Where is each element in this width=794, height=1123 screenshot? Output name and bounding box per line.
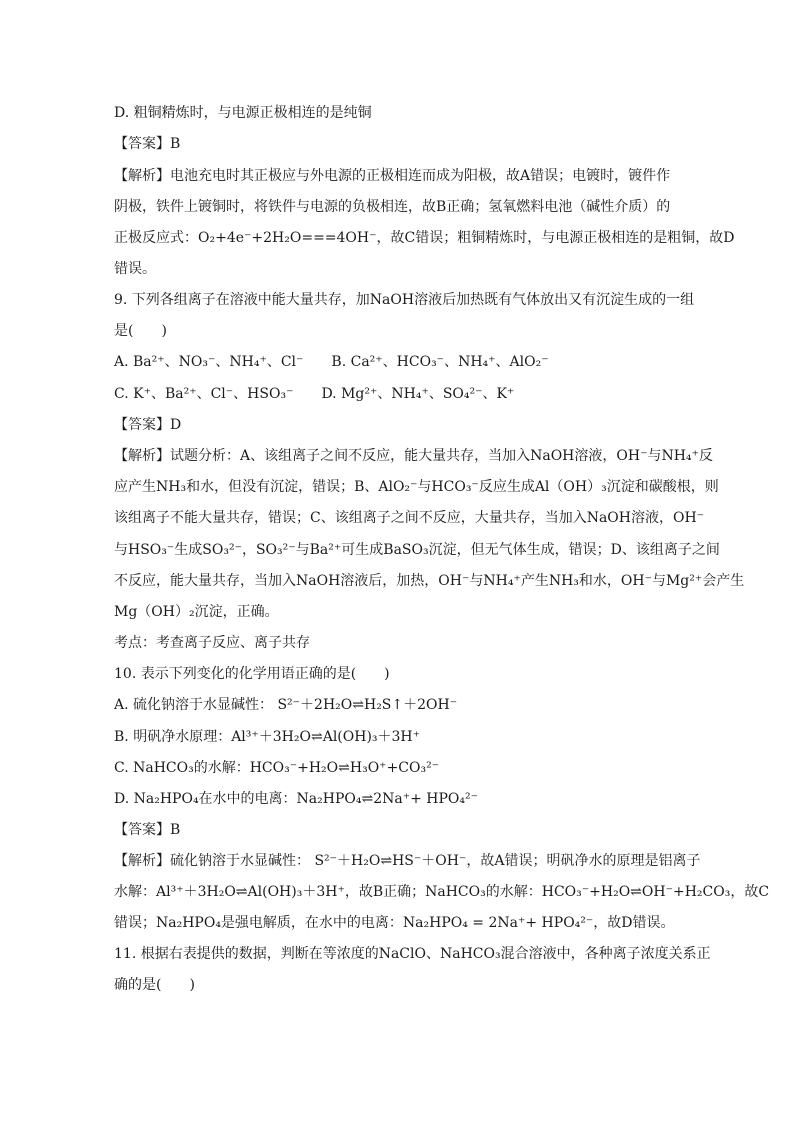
analysis-q9-line1: 【解析】试题分析：A、该组离子之间不反应，能大量共存，当加入NaOH溶液，OH⁻与NH₄⁺反 (114, 448, 713, 464)
answer-q10: 【答案】B (114, 822, 181, 838)
question-9-line2: 是( ) (114, 323, 167, 339)
options-q9-cd: C. K⁺、Ba²⁺、Cl⁻、HSO₃⁻ D. Mg²⁺、NH₄⁺、SO₄²⁻、K⁺ (114, 386, 515, 402)
answer-q9: 【答案】D (114, 417, 182, 433)
analysis-q8-line2: 阴极，铁件上镀铜时，将铁件与电源的负极相连，故B正确；氢氧燃料电池（碱性介质）的 (114, 199, 671, 215)
analysis-q9-line4: 与HSO₃⁻生成SO₃²⁻，SO₃²⁻与Ba²⁺可生成BaSO₃沉淀，但无气体生成，错误；D、该组离子之间 (114, 542, 720, 558)
analysis-q10-line2: 水解：Al³⁺＋3H₂O⇌Al(OH)₃＋3H⁺，故B正确；NaHCO₃的水解：HCO₃⁻+H₂O⇌OH⁻+H₂CO₃，故C (114, 884, 770, 900)
option-d-q10: D. Na₂HPO₄在水中的电离：Na₂HPO₄⇌2Na⁺+ HPO₄²⁻ (114, 791, 479, 807)
analysis-q10-line3: 错误；Na₂HPO₄是强电解质，在水中的电离：Na₂HPO₄ = 2Na⁺+ HPO₄²⁻，故D错误。 (114, 915, 675, 931)
answer-q8: 【答案】B (114, 136, 181, 152)
analysis-q9-line6: Mg（OH）₂沉淀，正确。 (114, 604, 279, 620)
analysis-q8-line1: 【解析】电池充电时其正极应与外电源的正极相连而成为阳极，故A错误；电镀时，镀件作 (114, 168, 671, 184)
option-a-q10: A. 硫化钠溶于水显碱性： S²⁻＋2H₂O⇌H₂S↑＋2OH⁻ (114, 697, 458, 713)
analysis-q8-line3: 正极反应式：O₂+4e⁻+2H₂O===4OH⁻，故C错误；粗铜精炼时，与电源正极相连的是粗铜，故D (114, 230, 735, 246)
analysis-q9-line3: 该组离子不能大量共存，错误；C、该组离子之间不反应，大量共存，当加入NaOH溶液，OH⁻ (114, 510, 705, 526)
analysis-q9-line5: 不反应，能大量共存，当加入NaOH溶液后，加热，OH⁻与NH₄⁺产生NH₃和水，OH⁻与Mg²⁺会产生 (114, 573, 745, 589)
option-d-q8: D. 粗铜精炼时，与电源正极相连的是纯铜 (114, 105, 372, 121)
analysis-q9-line2: 应产生NH₃和水，但没有沉淀，错误；B、AlO₂⁻与HCO₃⁻反应生成Al（OH）₃沉淀和碳酸根，则 (114, 479, 719, 495)
analysis-q10-line1: 【解析】硫化钠溶于水显碱性： S²⁻＋H₂O⇌HS⁻＋OH⁻，故A错误；明矾净水的原理是铝离子 (114, 853, 701, 869)
option-b-q10: B. 明矾净水原理：Al³⁺＋3H₂O⇌Al(OH)₃＋3H⁺ (114, 729, 421, 745)
options-q9-ab: A. Ba²⁺、NO₃⁻、NH₄⁺、Cl⁻ B. Ca²⁺、HCO₃⁻、NH₄⁺、AlO₂⁻ (114, 354, 549, 370)
topic-q9: 考点：考查离子反应、离子共存 (114, 635, 310, 651)
question-11-line1: 11. 根据右表提供的数据，判断在等浓度的NaClO、NaHCO₃混合溶液中，各种离子浓度关系正 (114, 946, 711, 962)
question-9-line1: 9. 下列各组离子在溶液中能大量共存，加NaOH溶液后加热既有气体放出又有沉淀生成的一组 (114, 292, 695, 308)
analysis-q8-line4: 错误。 (114, 261, 156, 277)
option-c-q10: C. NaHCO₃的水解：HCO₃⁻+H₂O⇌H₃O⁺+CO₃²⁻ (114, 760, 440, 776)
question-11-line2: 确的是( ) (114, 977, 195, 993)
question-10: 10. 表示下列变化的化学用语正确的是( ) (114, 666, 390, 682)
